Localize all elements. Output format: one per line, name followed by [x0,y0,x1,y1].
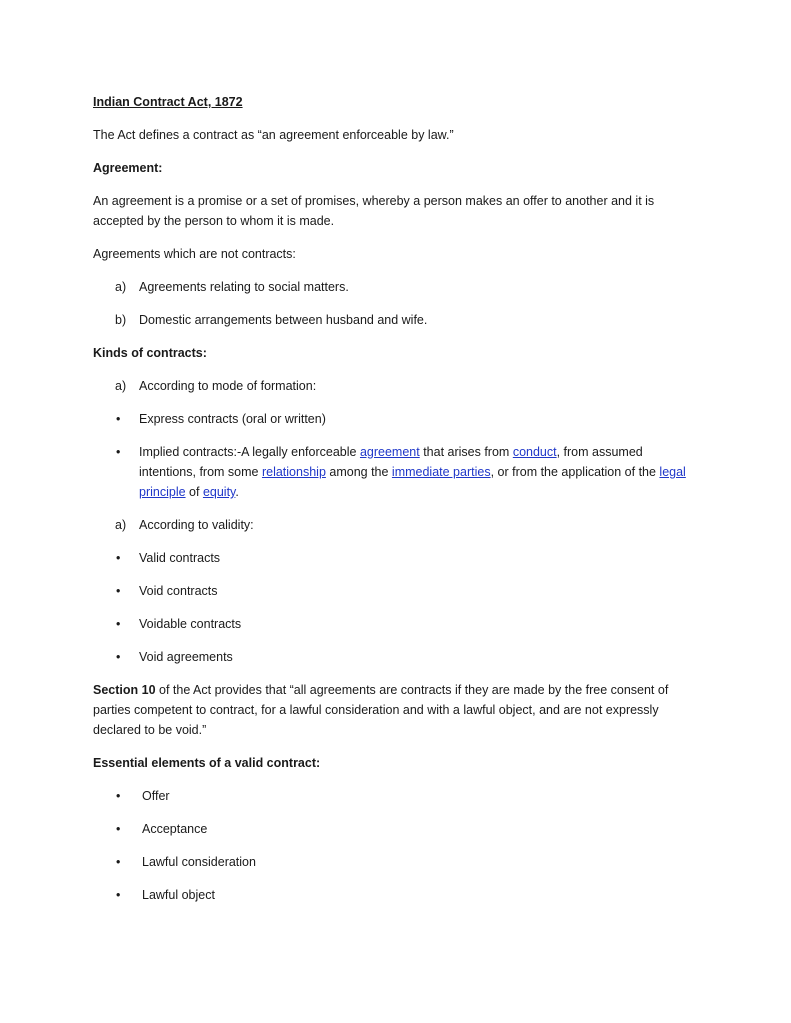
section-10-paragraph [93,680,703,740]
bullet-marker: • [116,888,121,902]
implied-text: , from assumed intentions, from some [139,445,643,479]
bullet-marker: • [116,551,121,565]
list-item-text: Lawful object [142,888,215,902]
bullet-marker: • [116,584,121,598]
implied-text: Implied contracts:-A legally enforceable [139,445,360,459]
list-item [93,310,703,330]
list-item [93,376,703,396]
list-item [93,409,703,429]
bullet-marker: • [116,855,121,869]
list-item [93,852,703,872]
list-marker: a) [115,379,127,393]
bullet-marker: • [116,822,121,836]
not-contracts-heading: Agreements which are not contracts: [93,247,296,261]
bullet-marker: • [116,650,121,664]
link-principle[interactable]: principle [139,485,186,499]
link-relationship[interactable]: relationship [261,465,326,479]
link-equity[interactable]: equity [202,485,236,499]
link-conduct[interactable]: conduct [512,445,557,459]
link-immediate-parties[interactable]: immediate parties [391,465,491,479]
list-item-text: Acceptance [142,822,208,836]
agreement-heading: Agreement: [93,161,163,175]
list-item [93,277,703,297]
list-marker: a) [115,518,127,532]
list-item [93,614,703,634]
essentials-heading: Essential elements of a valid contract: [93,756,321,770]
list-item-text: Lawful consideration [142,855,256,869]
bullet-marker: • [116,445,121,459]
list-item-text: Offer [142,789,170,803]
list-item [93,786,703,806]
kinds-heading: Kinds of contracts: [93,346,207,360]
implied-contracts-item [93,442,703,502]
document-page [93,92,703,918]
list-item-text: Void agreements [139,650,233,664]
list-item-text: Voidable contracts [139,617,242,631]
implied-text: , or from the application of the [490,465,660,479]
link-legal[interactable]: legal [659,465,686,479]
list-item [93,548,703,568]
list-marker: a) [115,280,127,294]
list-item [93,819,703,839]
list-item-text: Valid contracts [139,551,221,565]
list-marker: b) [115,313,127,327]
bullet-marker: • [116,617,121,631]
list-item-text: According to validity: [139,518,254,532]
list-item-text: According to mode of formation: [139,379,317,393]
intro-paragraph: The Act defines a contract as “an agreement enforceable by law.” [93,128,454,142]
list-item-text: Express contracts (oral or written) [139,412,326,426]
section-10-label: Section 10 [93,683,156,697]
implied-text: that arises from [419,445,513,459]
implied-text: of [185,485,203,499]
list-item [93,581,703,601]
list-item-text: Domestic arrangements between husband and wife. [139,313,428,327]
link-agreement[interactable]: agreement [359,445,420,459]
section-10-text: of the Act provides that “all agreements are contracts if they are made by the free consent of parties competent to contract, for a lawful consideration and with a lawful object, and are not expressly declared to be void.” [93,683,669,737]
bullet-marker: • [116,412,121,426]
document-title: Indian Contract Act, 1872 [93,95,243,109]
list-item [93,647,703,667]
list-item [93,515,703,535]
implied-text: among the [325,465,392,479]
list-item-text: Agreements relating to social matters. [139,280,349,294]
bullet-marker: • [116,789,121,803]
list-item [93,885,703,905]
agreement-definition: An agreement is a promise or a set of promises, whereby a person makes an offer to another and it is accepted by the person to whom it is made. [93,194,655,228]
implied-text: . [235,485,239,499]
list-item-text: Void contracts [139,584,218,598]
